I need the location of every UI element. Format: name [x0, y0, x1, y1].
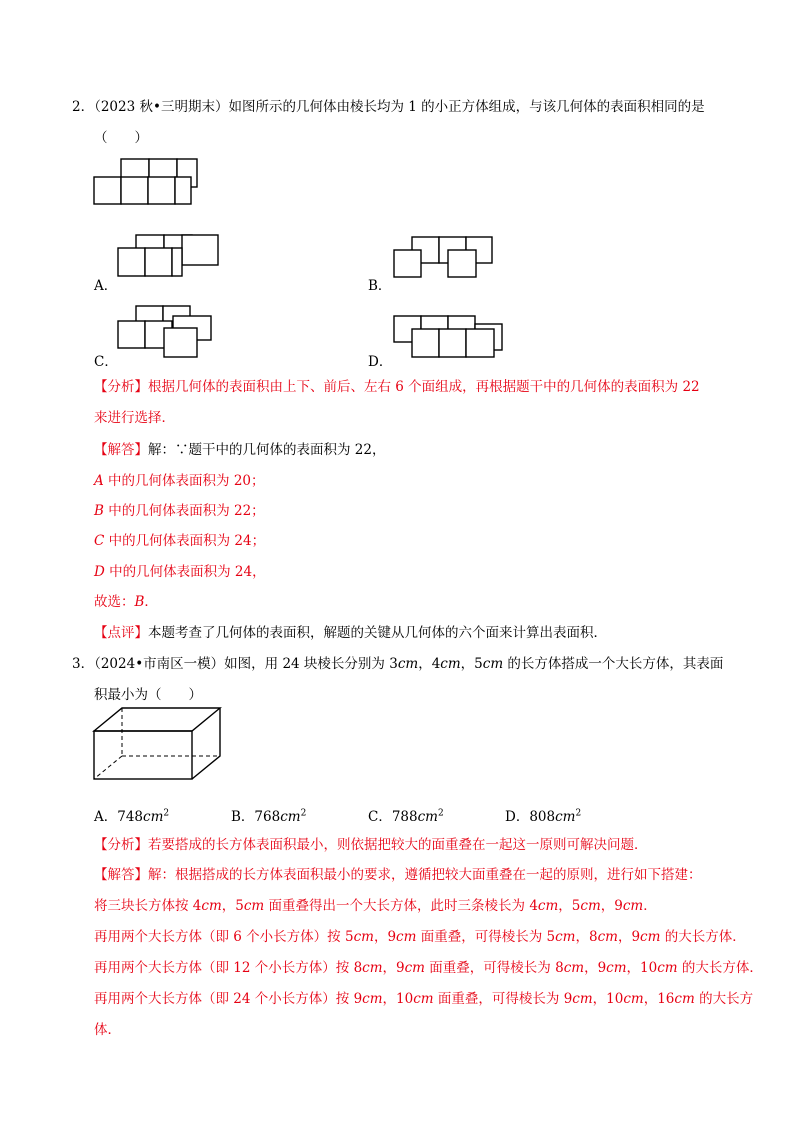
q2-option-a-label[interactable]: A． — [94, 278, 118, 294]
q2-main-figure — [94, 158, 204, 208]
q3-step-4: 再用两个大长方体（即 24 个小长方体）按 9cm，10cm 面重叠，可得棱长为 9cm，10cm，16cm 的大长方 — [94, 991, 754, 1007]
q3-stem-cont: 积最小为（ ） — [94, 687, 202, 703]
q2-analysis-text: 根据几何体的表面积由上下、前后、左右 6 个面组成，再根据题干中的几何体的表面积为 22 — [148, 379, 700, 395]
q3-step-num: 16 — [657, 991, 675, 1007]
q3-unit: cm — [397, 656, 419, 672]
q3-unit: cm — [555, 929, 576, 945]
q3-step-num: 5 — [546, 929, 556, 945]
q2-answer-text: 中的几何体表面积为 22； — [103, 503, 265, 519]
q3-step-text: 的大长方体． — [660, 929, 746, 945]
q3-answer-first — [94, 866, 702, 884]
q3-unit: cm — [572, 991, 593, 1007]
q3-unit: cm — [201, 898, 222, 914]
q3-option-sup: 2 — [575, 808, 582, 819]
q3-unit: cm — [396, 929, 417, 945]
q2-option-b-label[interactable]: B． — [368, 278, 392, 294]
q3-stem-line — [72, 655, 723, 673]
q2-answer-tag: 【解答】 — [94, 442, 148, 458]
q3-step-num: 5 — [571, 898, 581, 914]
q3-step-num: 4 — [529, 898, 538, 914]
q2-analysis — [94, 378, 700, 396]
q2-choice-letter: B — [134, 594, 145, 610]
q3-cuboid-figure — [92, 706, 227, 781]
q3-step-num: 4 — [192, 898, 202, 914]
q3-step-text: ， — [382, 960, 397, 976]
q2-comment-tag: 【点评】 — [94, 625, 148, 641]
q2-answer-line-d — [94, 563, 266, 581]
q3-analysis-text: 若要搭成的长方体表面积最小，则依据把较大的面重叠在一起这一原则可解决问题． — [148, 837, 648, 853]
q3-unit: cm — [622, 898, 644, 914]
q3-step-3: 再用两个大长方体（即 12 个小长方体）按 8cm，9cm 面重叠，可得棱长为 8cm，9cm，10cm 的大长方体． — [94, 960, 763, 976]
q3-unit: cm — [597, 929, 618, 945]
q3-option-sup: 2 — [438, 808, 444, 819]
q2-option-a-figure — [118, 234, 228, 279]
q2-answer-line-a — [94, 472, 265, 490]
q3-step-text: ． — [643, 898, 657, 914]
q3-step-num: 10 — [640, 960, 658, 976]
q3-step-num: 9 — [387, 929, 397, 945]
q3-unit: cm — [580, 898, 601, 914]
q3-step-text: 的大长方 — [694, 991, 754, 1007]
q3-option-d[interactable] — [505, 805, 581, 825]
q3-unit: cm — [413, 991, 434, 1007]
q3-option-sup: 2 — [163, 808, 170, 819]
q3-step-text: 面重叠，可得棱长为 — [425, 960, 556, 976]
q2-option-c-figure — [118, 306, 228, 361]
q3-unit: cm — [417, 809, 438, 825]
q3-step-num: 8 — [353, 960, 363, 976]
q2-answer-letter: C — [94, 533, 105, 549]
q3-unit: cm — [482, 656, 504, 672]
q3-step-text: ， — [373, 929, 388, 945]
q3-option-label: D． — [505, 809, 530, 825]
q3-unit: cm — [563, 960, 585, 976]
q2-answer-line-c — [94, 532, 265, 550]
q2-number: 2． — [72, 99, 95, 115]
q3-source: （2024•市南区一模） — [94, 656, 225, 672]
q3-step-num: 9 — [353, 991, 363, 1007]
q3-option-value: 788 — [391, 809, 418, 825]
q2-answer-text: 中的几何体表面积为 24， — [104, 564, 266, 580]
q3-step-text: 面重叠得出一个大长方体，此时三条棱长为 — [264, 898, 530, 914]
q3-step-text: 再用两个大长方体（即 6 个小长方体）按 — [94, 929, 345, 945]
q2-comment — [94, 624, 607, 642]
q3-analysis-tag: 【分析】 — [94, 837, 148, 853]
q3-answer-tag: 【解答】 — [94, 867, 148, 883]
q2-answer-line-b — [94, 502, 265, 520]
q3-step-num: 5 — [235, 898, 244, 914]
q3-step-num: 10 — [396, 991, 414, 1007]
q2-answer-text: 中的几何体表面积为 24； — [104, 533, 266, 549]
q3-step-num: 9 — [614, 898, 623, 914]
q2-analysis-tag: 【分析】 — [94, 379, 148, 395]
q3-step-num: 9 — [396, 960, 405, 976]
q3-option-label: C． — [368, 809, 392, 825]
q3-stem-part: ，4 — [418, 656, 441, 672]
q3-step-text: 再用两个大长方体（即 24 个小长方体）按 — [94, 991, 354, 1007]
q3-step-num: 5 — [344, 929, 354, 945]
q3-unit: cm — [404, 960, 425, 976]
q3-option-label: B． — [231, 809, 255, 825]
q3-step-num: 8 — [555, 960, 564, 976]
q3-step-num: 10 — [606, 991, 624, 1007]
q3-answer-first-text: 解：根据搭成的长方体表面积最小的要求，遵循把较大面重叠在一起的原则，进行如下搭建： — [148, 867, 702, 883]
q3-unit: cm — [353, 929, 374, 945]
q3-option-c[interactable] — [368, 805, 444, 825]
q3-number: 3． — [72, 656, 95, 672]
q3-option-a[interactable] — [94, 805, 169, 825]
q3-unit: cm — [243, 898, 265, 914]
q3-unit: cm — [143, 809, 164, 825]
q3-step-text: 将三块长方体按 — [94, 898, 193, 914]
q2-answer-first-text: 解：∵题干中的几何体的表面积为 22， — [148, 442, 386, 458]
q3-unit: cm — [674, 991, 695, 1007]
q3-unit: cm — [623, 991, 644, 1007]
q3-step-text: 面重叠，可得棱长为 — [416, 929, 547, 945]
q3-step-2: 再用两个大长方体（即 6 个小长方体）按 5cm，9cm 面重叠，可得棱长为 5cm，8cm，9cm 的大长方体． — [94, 929, 746, 945]
q3-unit: cm — [362, 960, 383, 976]
q2-option-b-figure — [394, 236, 504, 281]
q2-answer-text: 中的几何体表面积为 20； — [103, 473, 265, 489]
q3-step-num: 9 — [597, 960, 607, 976]
q3-step-text: ， — [382, 991, 397, 1007]
q2-stem-line — [72, 98, 705, 116]
q3-unit: cm — [362, 991, 383, 1007]
q3-step-num: 8 — [588, 929, 598, 945]
q2-answer-letter: D — [94, 564, 105, 580]
q3-step-text: 再用两个大长方体（即 12 个小长方体）按 — [94, 960, 354, 976]
q2-comment-text: 本题考查了几何体的表面积，解题的关键从几何体的六个面来计算出表面积． — [148, 625, 607, 641]
q3-step-1: 将三块长方体按 4cm，5cm 面重叠得出一个大长方体，此时三条棱长为 4cm，5cm，9cm． — [94, 898, 657, 914]
q3-option-value: 748 — [117, 809, 144, 825]
q2-answer-first — [94, 441, 385, 459]
q2-option-c-label[interactable]: C． — [94, 354, 118, 370]
q2-stem: 如图所示的几何体由棱长均为 1 的小正方体组成，与该几何体的表面积相同的是 — [228, 99, 705, 115]
q2-source: （2023 秋•三明期末） — [94, 99, 229, 115]
q3-stem-part: 如图，用 24 块棱长分别为 3 — [224, 656, 398, 672]
q2-choice-suffix: ． — [144, 594, 158, 610]
q3-unit: cm — [555, 809, 576, 825]
q2-answer-letter: B — [94, 503, 104, 519]
q3-step-text: 的大长方体． — [677, 960, 763, 976]
q3-stem-part: 的长方体搭成一个大长方体，其表面 — [503, 656, 724, 672]
q3-unit: cm — [640, 929, 661, 945]
q2-option-d-figure — [394, 316, 509, 361]
q2-answer-letter: A — [94, 473, 104, 489]
q3-unit: cm — [606, 960, 627, 976]
q3-step-num: 9 — [631, 929, 641, 945]
q2-option-d-label[interactable]: D． — [368, 354, 393, 370]
q3-last-line: 体． — [94, 1022, 121, 1038]
q3-step-text: 面重叠，可得棱长为 — [433, 991, 564, 1007]
q3-step-num: 9 — [563, 991, 573, 1007]
q3-unit: cm — [280, 809, 301, 825]
q2-analysis-cont: 来进行选择． — [94, 410, 175, 426]
q3-option-b[interactable] — [231, 805, 306, 825]
q3-option-label: A． — [94, 809, 118, 825]
q3-stem-part: ，5 — [460, 656, 483, 672]
q2-paren: （ ） — [94, 130, 148, 146]
q3-analysis — [94, 836, 648, 854]
q3-unit: cm — [537, 898, 559, 914]
q3-step-text: ， — [221, 898, 236, 914]
q3-option-sup: 2 — [300, 808, 307, 819]
q3-unit: cm — [440, 656, 461, 672]
q2-choice — [94, 593, 158, 611]
q3-option-value: 808 — [529, 809, 556, 825]
q3-option-value: 768 — [254, 809, 281, 825]
q2-choice-prefix: 故选： — [94, 594, 135, 610]
q3-unit: cm — [657, 960, 678, 976]
